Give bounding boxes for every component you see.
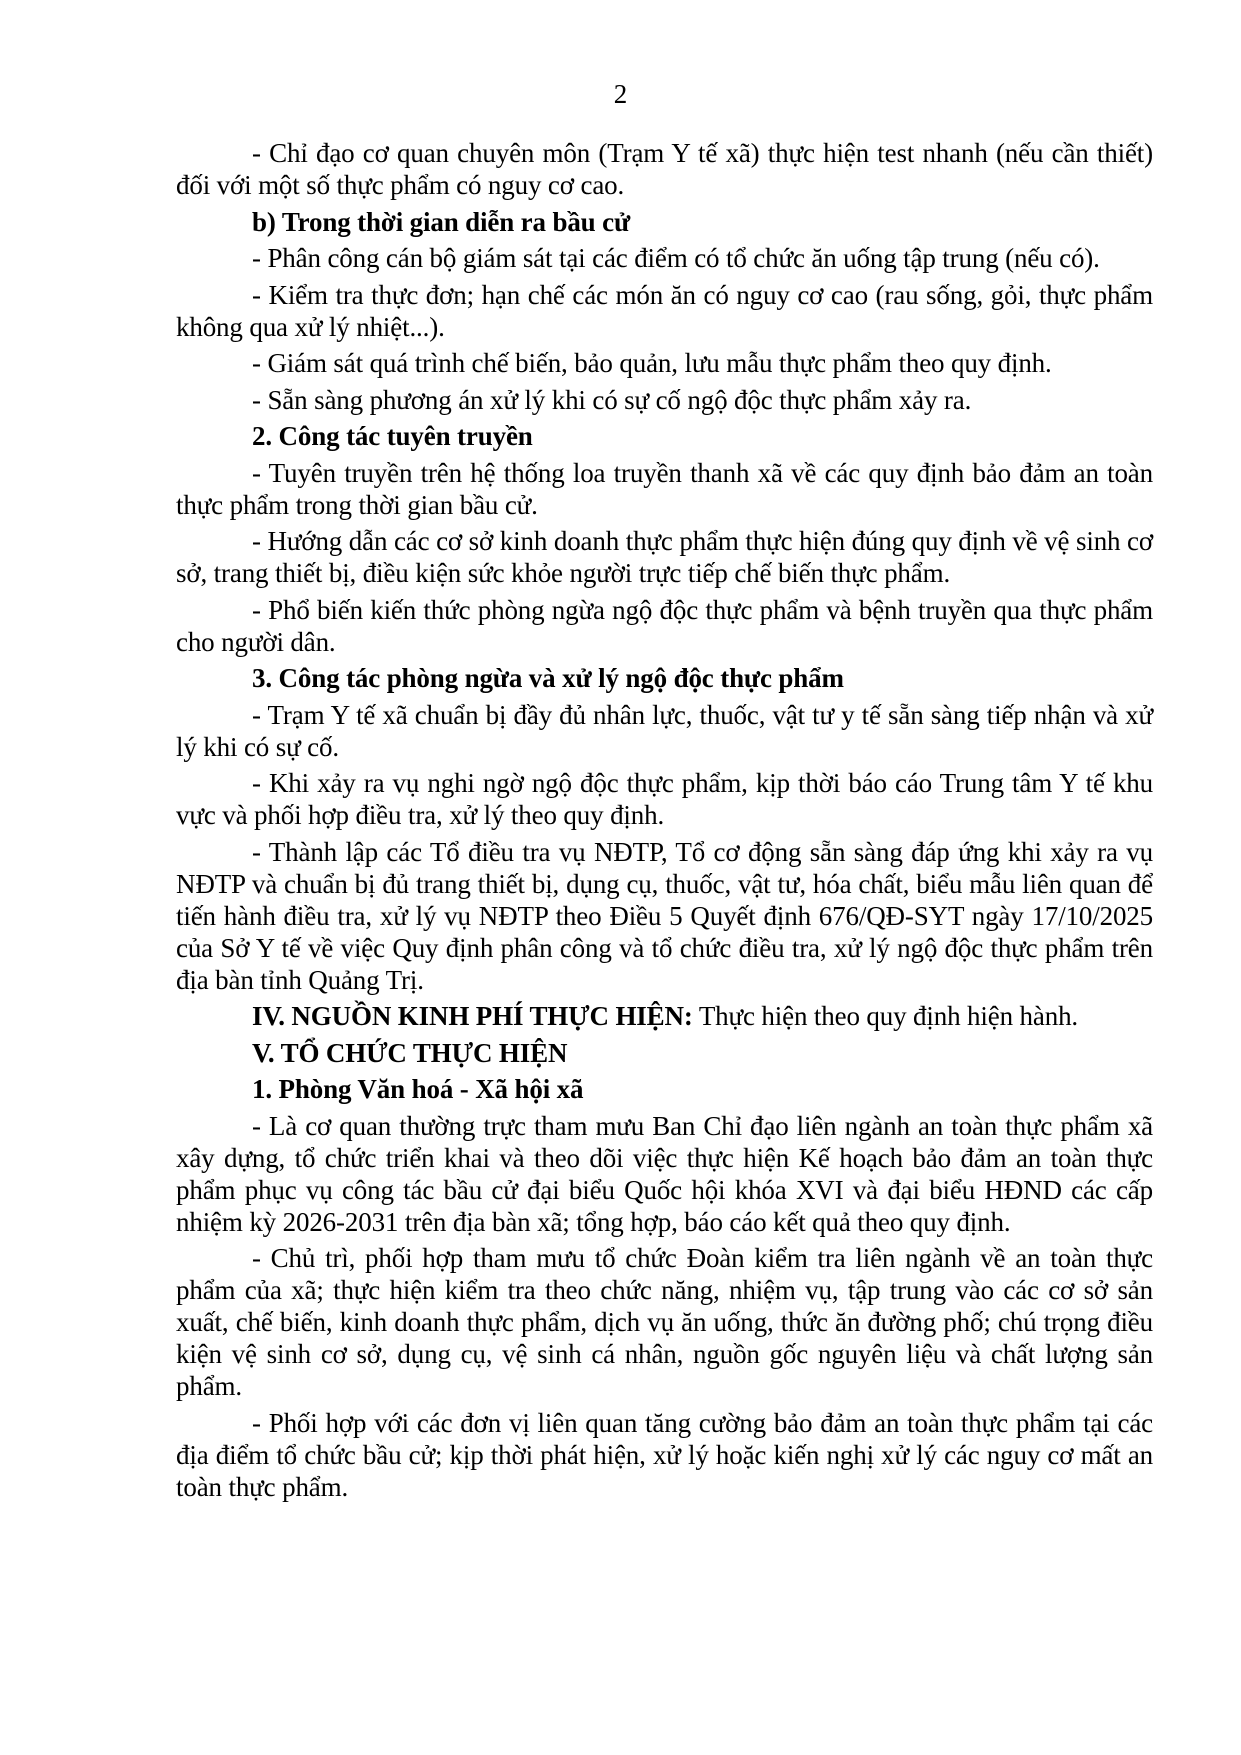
heading-culture-office: 1. Phòng Văn hoá - Xã hội xã [252,1074,584,1104]
funding-heading: IV. NGUỒN KINH PHÍ THỰC HIỆN: [252,1001,693,1031]
heading-implementation: V. TỔ CHỨC THỰC HIỆN [252,1037,568,1068]
paragraph-report-suspected: - Khi xảy ra vụ nghi ngờ ngộ độc thực phẩm, kịp thời báo cáo Trung tâm Y tế khu vực và phối hợp điều tra, xử lý theo quy định. [176,768,1153,830]
paragraph-ready-plan: - Sẵn sàng phương án xử lý khi có sự cố ngộ độc thực phẩm xảy ra. [252,384,972,415]
paragraph-standing-agency: - Là cơ quan thường trực tham mưu Ban Chỉ đạo liên ngành an toàn thực phẩm xã xây dựng, tổ chức triển khai và theo dõi việc thực hiện Kế hoạch bảo đảm an toàn thực phẩm phục vụ công tác bầu cử đại biểu Quốc hội khóa XVI và đại biểu HĐND các cấp nhiệm kỳ 2026-2031 trên địa bàn xã; tổng hợp, báo cáo kết quả theo quy định. [176,1110,1153,1237]
paragraph-funding [176,1000,1153,1032]
heading-propaganda: 2. Công tác tuyên truyền [252,421,533,451]
paragraph-guide-businesses: - Hướng dẫn các cơ sở kinh doanh thực phẩm thực hiện đúng quy định về vệ sinh cơ sở, trang thiết bị, điều kiện sức khỏe người trực tiếp chế biến thực phẩm. [176,526,1153,588]
paragraph-investigation-teams: - Thành lập các Tổ điều tra vụ NĐTP, Tổ cơ động sẵn sàng đáp ứng khi xảy ra vụ NĐTP và chuẩn bị đủ trang thiết bị, dụng cụ, thuốc, vật tư, hóa chất, biểu mẫu liên quan để tiến hành điều tra, xử lý vụ NĐTP theo Điều 5 Quyết định 676/QĐ-SYT ngày 17/10/2025 của Sở Y tế về việc Quy định phân công và tổ chức điều tra, xử lý ngộ độc thực phẩm trên địa bàn tỉnh Quảng Trị. [176,836,1153,995]
funding-text: Thực hiện theo quy định hiện hành. [692,1001,1079,1031]
document-body [176,137,1153,1507]
heading-during-election: b) Trong thời gian diễn ra bầu cử [252,206,631,237]
heading-prevention: 3. Công tác phòng ngừa và xử lý ngộ độc thực phẩm [252,663,844,693]
paragraph-monitor-processing: - Giám sát quá trình chế biến, bảo quản, lưu mẫu thực phẩm theo quy định. [252,348,1052,378]
page-number: 2 [613,79,628,109]
paragraph-rapid-test: - Chỉ đạo cơ quan chuyên môn (Trạm Y tế xã) thực hiện test nhanh (nếu cần thiết) đối với một số thực phẩm có nguy cơ cao. [176,138,1153,200]
paragraph-health-station: - Trạm Y tế xã chuẩn bị đầy đủ nhân lực, thuốc, vật tư y tế sẵn sàng tiếp nhận và xử lý khi có sự cố. [176,699,1153,762]
paragraph-inspection-team: - Chủ trì, phối hợp tham mưu tổ chức Đoàn kiểm tra liên ngành về an toàn thực phẩm của xã; thực hiện kiểm tra theo chức năng, nhiệm vụ, tập trung vào các cơ sở sản xuất, chế biến, kinh doanh thực phẩm, dịch vụ ăn uống, thức ăn đường phố; chú trọng điều kiện vệ sinh cơ sở, dụng cụ, vệ sinh cá nhân, nguồn gốc nguyên liệu và chất lượng sản phẩm. [176,1243,1153,1401]
paragraph-disseminate-knowledge: - Phổ biến kiến thức phòng ngừa ngộ độc thực phẩm và bệnh truyền qua thực phẩm cho người dân. [176,594,1153,657]
paragraph-loudspeaker: - Tuyên truyền trên hệ thống loa truyền thanh xã về các quy định bảo đảm an toàn thực phẩm trong thời gian bầu cử. [176,457,1153,520]
paragraph-assign-staff: - Phân công cán bộ giám sát tại các điểm có tổ chức ăn uống tập trung (nếu có). [252,243,1100,273]
paragraph-check-menu: - Kiểm tra thực đơn; hạn chế các món ăn có nguy cơ cao (rau sống, gỏi, thực phẩm không qua xử lý nhiệt...). [176,279,1153,342]
paragraph-coordinate-units: - Phối hợp với các đơn vị liên quan tăng cường bảo đảm an toàn thực phẩm tại các địa điểm tổ chức bầu cử; kịp thời phát hiện, xử lý hoặc kiến nghị xử lý các nguy cơ mất an toàn thực phẩm. [176,1407,1153,1502]
